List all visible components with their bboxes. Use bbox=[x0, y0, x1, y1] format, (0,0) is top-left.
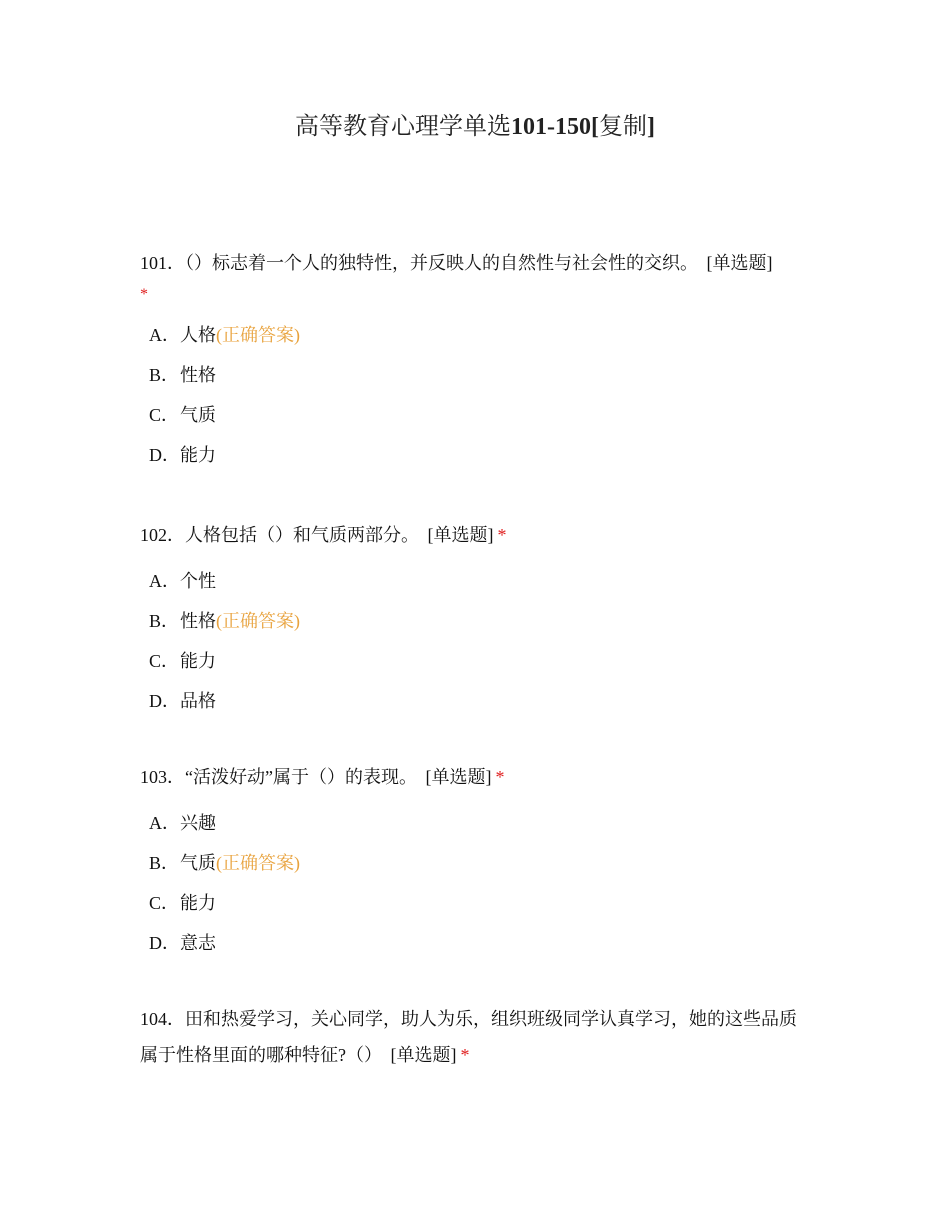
question-104 bbox=[140, 1001, 808, 1073]
question-type-tag: [单选题] bbox=[425, 767, 492, 787]
option-d[interactable] bbox=[140, 923, 810, 963]
option-text: 气质 bbox=[180, 405, 216, 425]
option-d[interactable] bbox=[140, 681, 810, 721]
question-number: 104． bbox=[140, 1009, 185, 1029]
option-letter: A． bbox=[149, 813, 180, 833]
option-letter: B． bbox=[149, 611, 180, 631]
correct-answer-mark: (正确答案) bbox=[216, 611, 300, 631]
option-text: 兴趣 bbox=[180, 813, 216, 833]
required-star: * bbox=[460, 1045, 470, 1065]
question-102 bbox=[140, 517, 810, 721]
question-type-tag: [单选题] bbox=[427, 525, 494, 545]
title-range: 101-150[ bbox=[511, 114, 599, 140]
correct-answer-mark: (正确答案) bbox=[216, 853, 300, 873]
question-103 bbox=[140, 759, 810, 963]
option-list bbox=[140, 315, 810, 475]
question-stem: 人格包括（）和气质两部分。 bbox=[185, 525, 419, 545]
option-text: 气质 bbox=[180, 853, 216, 873]
option-a[interactable] bbox=[140, 561, 810, 601]
option-letter: A． bbox=[149, 325, 180, 345]
option-b[interactable] bbox=[140, 355, 810, 395]
option-text: 能力 bbox=[180, 651, 216, 671]
question-text bbox=[140, 1001, 808, 1073]
required-star: * bbox=[140, 286, 148, 303]
correct-answer-mark: (正确答案) bbox=[216, 325, 300, 345]
question-number: 102． bbox=[140, 525, 185, 545]
question-stem: 田和热爱学习，关心同学，助人为乐，组织班级同学认真学习，她的这些品质属于性格里面的哪种特征?（） bbox=[140, 1009, 797, 1065]
option-b[interactable] bbox=[140, 843, 810, 883]
option-letter: C． bbox=[149, 893, 180, 913]
question-number: 103． bbox=[140, 767, 185, 787]
question-text bbox=[140, 759, 810, 795]
option-c[interactable] bbox=[140, 641, 810, 681]
option-text: 意志 bbox=[180, 933, 216, 953]
option-d[interactable] bbox=[140, 435, 810, 475]
option-text: 性格 bbox=[180, 611, 216, 631]
option-letter: A． bbox=[149, 571, 180, 591]
option-text: 能力 bbox=[180, 445, 216, 465]
option-letter: C． bbox=[149, 405, 180, 425]
option-c[interactable] bbox=[140, 395, 810, 435]
option-list bbox=[140, 561, 810, 721]
page-title bbox=[0, 110, 950, 144]
option-letter: D． bbox=[149, 445, 180, 465]
question-type-tag: [单选题] bbox=[390, 1045, 457, 1065]
title-copy-label: 复制 bbox=[598, 114, 647, 140]
option-letter: B． bbox=[149, 365, 180, 385]
option-text: 人格 bbox=[180, 325, 216, 345]
option-text: 品格 bbox=[180, 691, 216, 711]
question-text bbox=[140, 245, 810, 281]
required-star: * bbox=[495, 767, 505, 787]
option-letter: B． bbox=[149, 853, 180, 873]
question-type-tag: [单选题] bbox=[706, 253, 773, 273]
question-101 bbox=[140, 245, 810, 475]
title-bracket: ] bbox=[646, 114, 655, 140]
option-text: 个性 bbox=[180, 571, 216, 591]
question-stem: “活泼好动”属于（）的表现。 bbox=[185, 767, 417, 787]
question-text bbox=[140, 517, 810, 553]
option-list bbox=[140, 803, 810, 963]
title-prefix: 高等教育心理学单选 bbox=[295, 114, 511, 140]
option-letter: C． bbox=[149, 651, 180, 671]
option-text: 性格 bbox=[180, 365, 216, 385]
option-c[interactable] bbox=[140, 883, 810, 923]
option-a[interactable] bbox=[140, 803, 810, 843]
question-stem: （）标志着一个人的独特性，并反映人的自然性与社会性的交织。 bbox=[185, 253, 698, 273]
option-b[interactable] bbox=[140, 601, 810, 641]
option-letter: D． bbox=[149, 933, 180, 953]
required-star: * bbox=[497, 525, 507, 545]
question-number: 101． bbox=[140, 253, 185, 273]
option-text: 能力 bbox=[180, 893, 216, 913]
option-letter: D． bbox=[149, 691, 180, 711]
option-a[interactable] bbox=[140, 315, 810, 355]
